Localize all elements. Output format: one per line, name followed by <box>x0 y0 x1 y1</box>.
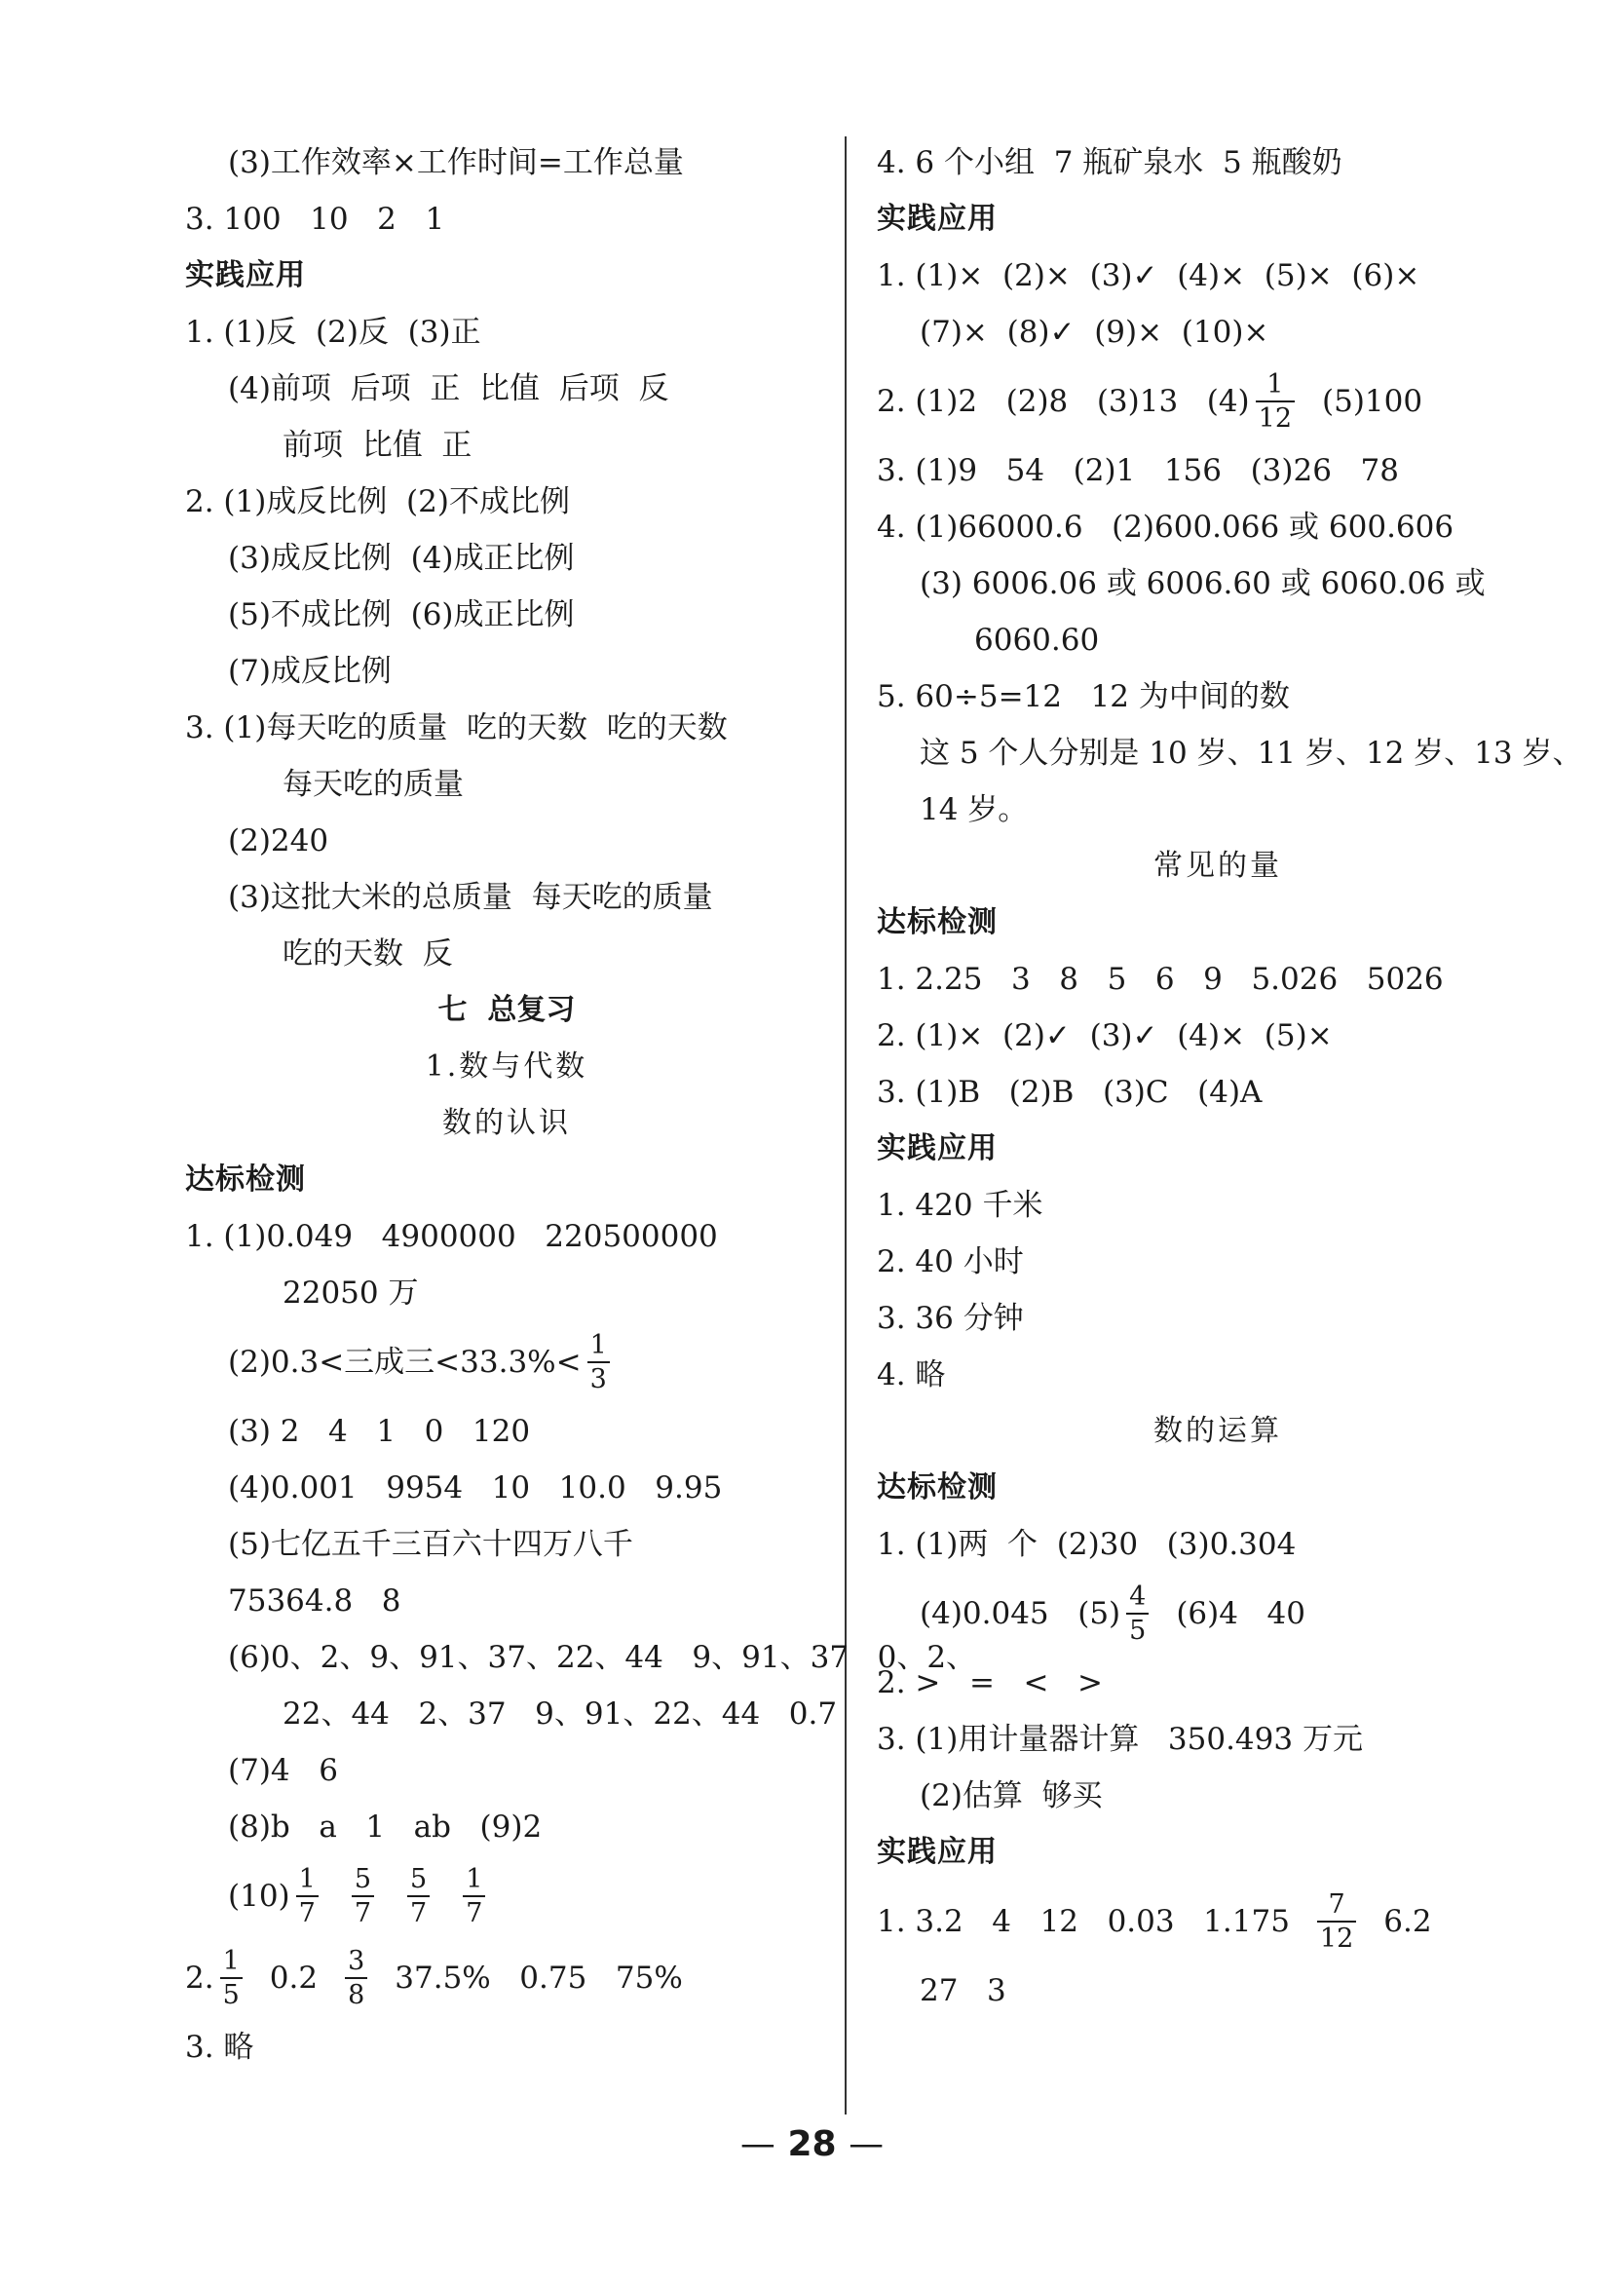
fraction-denominator: 3 <box>587 1361 610 1392</box>
answer-line: 6060.60 <box>974 623 1100 658</box>
answer-line: 3. (1)每天吃的质量 吃的天数 吃的天数 <box>185 710 728 745</box>
page-dash-right: — <box>849 2124 885 2164</box>
section-title: 1.数与代数 <box>425 1049 588 1084</box>
fraction-denominator: 7 <box>352 1895 374 1926</box>
answer-line: 3. 略 <box>185 2030 254 2065</box>
answer-line: 1. (1)反 (2)反 (3)正 <box>185 315 481 350</box>
section-heading: 达标检测 <box>877 1470 998 1505</box>
fraction <box>1126 1583 1149 1644</box>
answer-line: (3) 2 4 1 0 120 <box>228 1414 531 1449</box>
answer-line: 这 5 个人分别是 10 岁、11 岁、12 岁、13 岁、 <box>920 736 1583 771</box>
fraction-denominator: 5 <box>220 1977 243 2008</box>
answer-line: (3)工作效率×工作时间=工作总量 <box>228 145 684 180</box>
fraction-numerator: 5 <box>410 1864 428 1894</box>
page-dash-left: — <box>739 2124 775 2164</box>
answer-line: (3) 6006.06 或 6006.60 或 6060.06 或 <box>920 566 1486 601</box>
section-heading: 实践应用 <box>877 1131 998 1165</box>
answer-line: 3. 36 分钟 <box>877 1301 1024 1336</box>
answer-line: 3. (1)用计量器计算 350.493 万元 <box>877 1722 1363 1757</box>
fraction-denominator: 12 <box>1256 400 1295 432</box>
answer-line: (8)b a 1 ab (9)2 <box>228 1810 543 1845</box>
fraction-numerator: 4 <box>1129 1581 1147 1612</box>
answer-line: 22050 万 <box>283 1276 419 1311</box>
answer-line: 1. 2.25 3 8 5 6 9 5.026 5026 <box>877 962 1444 997</box>
fraction-numerator: 1 <box>589 1330 607 1360</box>
answer-line: 5. 60÷5=12 12 为中间的数 <box>877 679 1290 714</box>
fraction <box>407 1866 430 1926</box>
answer-line: 4. 6 个小组 7 瓶矿泉水 5 瓶酸奶 <box>877 145 1342 180</box>
answer-line <box>185 1855 828 1937</box>
answer-line: 每天吃的质量 <box>283 767 464 802</box>
fraction <box>463 1866 485 1926</box>
answer-line: (3)成反比例 (4)成正比例 <box>228 541 575 576</box>
answer-text: (10) <box>228 1879 290 1914</box>
answer-line: 2. (1)成反比例 (2)不成比例 <box>185 484 570 519</box>
answer-line: 2. 40 小时 <box>877 1244 1024 1279</box>
answer-line: (2)估算 够买 <box>920 1778 1103 1813</box>
answer-line: 1. (1)× (2)× (3)✓ (4)× (5)× (6)× <box>877 258 1420 293</box>
answer-text: 2. (1)2 (2)8 (3)13 (4) <box>877 384 1250 419</box>
fraction-numerator: 1 <box>222 1946 240 1976</box>
answer-line <box>877 1573 1559 1655</box>
answer-line: 27 3 <box>920 1973 1006 2008</box>
subsection-title: 数的运算 <box>1153 1414 1282 1448</box>
page-number <box>0 2124 1624 2164</box>
answer-line: (4)0.001 9954 10 10.0 9.95 <box>228 1470 723 1505</box>
answer-line: 1. 420 千米 <box>877 1188 1043 1223</box>
answer-text: (4)0.045 (5) <box>920 1596 1121 1631</box>
answer-line <box>185 1321 828 1403</box>
section-heading: 达标检测 <box>185 1162 306 1197</box>
answer-line: 1. (1)0.049 4900000 220500000 <box>185 1219 718 1254</box>
answer-line: 14 岁。 <box>920 792 1029 827</box>
answer-text: 6.2 <box>1383 1904 1432 1939</box>
section-heading: 达标检测 <box>877 905 998 939</box>
answer-line: (4)前项 后项 正 比值 后项 反 <box>228 371 669 406</box>
fraction-numerator: 7 <box>1328 1889 1345 1920</box>
section-heading: 实践应用 <box>185 258 306 292</box>
fraction-denominator: 7 <box>407 1895 430 1926</box>
answer-text: (2)0.3<三成三<33.3%< <box>228 1345 582 1380</box>
page-number-value: 28 <box>787 2124 837 2164</box>
fraction <box>587 1332 610 1392</box>
answer-line: (7)× (8)✓ (9)× (10)× <box>920 315 1269 350</box>
answer-line: 1. (1)两 个 (2)30 (3)0.304 <box>877 1527 1297 1562</box>
fraction <box>220 1948 243 2008</box>
subsection-title: 数的认识 <box>442 1106 571 1140</box>
answer-line: 4. (1)66000.6 (2)600.066 或 600.606 <box>877 510 1454 545</box>
answer-line: 3. (1)9 54 (2)1 156 (3)26 78 <box>877 453 1399 488</box>
answer-line: (7)4 6 <box>228 1753 338 1788</box>
answer-line: (5)七亿五千三百六十四万八千 <box>228 1527 633 1562</box>
answer-line <box>877 361 1559 442</box>
answer-text: 1. 3.2 4 12 0.03 1.175 <box>877 1904 1290 1939</box>
fraction-numerator: 1 <box>1266 369 1284 400</box>
answer-text: 2. <box>185 1961 214 1996</box>
fraction-numerator: 1 <box>298 1864 316 1894</box>
fraction-numerator: 5 <box>354 1864 372 1894</box>
fraction-denominator: 7 <box>463 1895 485 1926</box>
answer-line <box>185 1937 828 2019</box>
fraction <box>1317 1891 1356 1952</box>
answer-line: (3)这批大米的总质量 每天吃的质量 <box>228 880 713 915</box>
answer-line: (2)240 <box>228 823 329 858</box>
answer-line: (5)不成比例 (6)成正比例 <box>228 597 575 632</box>
answer-text: 0.2 <box>269 1961 319 1996</box>
fraction-denominator: 7 <box>296 1895 319 1926</box>
answer-line: (7)成反比例 <box>228 654 392 689</box>
answer-line: 2. > = < > <box>877 1665 1104 1700</box>
answer-line: 前项 比值 正 <box>283 428 472 463</box>
fraction-denominator: 12 <box>1317 1921 1356 1952</box>
answer-line: 75364.8 8 <box>228 1583 401 1619</box>
subsection-title: 常见的量 <box>1153 849 1282 883</box>
answer-text: (5)100 <box>1322 384 1423 419</box>
answer-line <box>877 1881 1559 1962</box>
answer-line: 3. 100 10 2 1 <box>185 202 445 237</box>
chapter-title: 七 总复习 <box>437 993 576 1027</box>
fraction <box>1256 371 1295 432</box>
answer-line: 4. 略 <box>877 1357 946 1392</box>
section-heading: 实践应用 <box>877 1835 998 1869</box>
answer-line: 2. (1)× (2)✓ (3)✓ (4)× (5)× <box>877 1018 1333 1053</box>
fraction-numerator: 1 <box>466 1864 483 1894</box>
right-column <box>877 134 1583 2019</box>
answer-line: 3. (1)B (2)B (3)C (4)A <box>877 1075 1263 1110</box>
answer-line: 吃的天数 反 <box>283 936 453 972</box>
column-divider <box>845 136 847 2115</box>
fraction <box>296 1866 319 1926</box>
answer-line: (6)0、2、9、91、37、22、44 9、91、37 0、2、 <box>228 1640 977 1675</box>
fraction <box>352 1866 374 1926</box>
fraction-denominator: 8 <box>345 1977 367 2008</box>
fraction <box>345 1948 367 2008</box>
answer-text: 37.5% 0.75 75% <box>395 1961 683 1996</box>
answer-line: 22、44 2、37 9、91、22、44 0.7 <box>283 1696 838 1732</box>
fraction-denominator: 5 <box>1126 1613 1149 1644</box>
answer-text: (6)4 40 <box>1176 1596 1305 1631</box>
fraction-numerator: 3 <box>348 1946 365 1976</box>
section-heading: 实践应用 <box>877 202 998 236</box>
